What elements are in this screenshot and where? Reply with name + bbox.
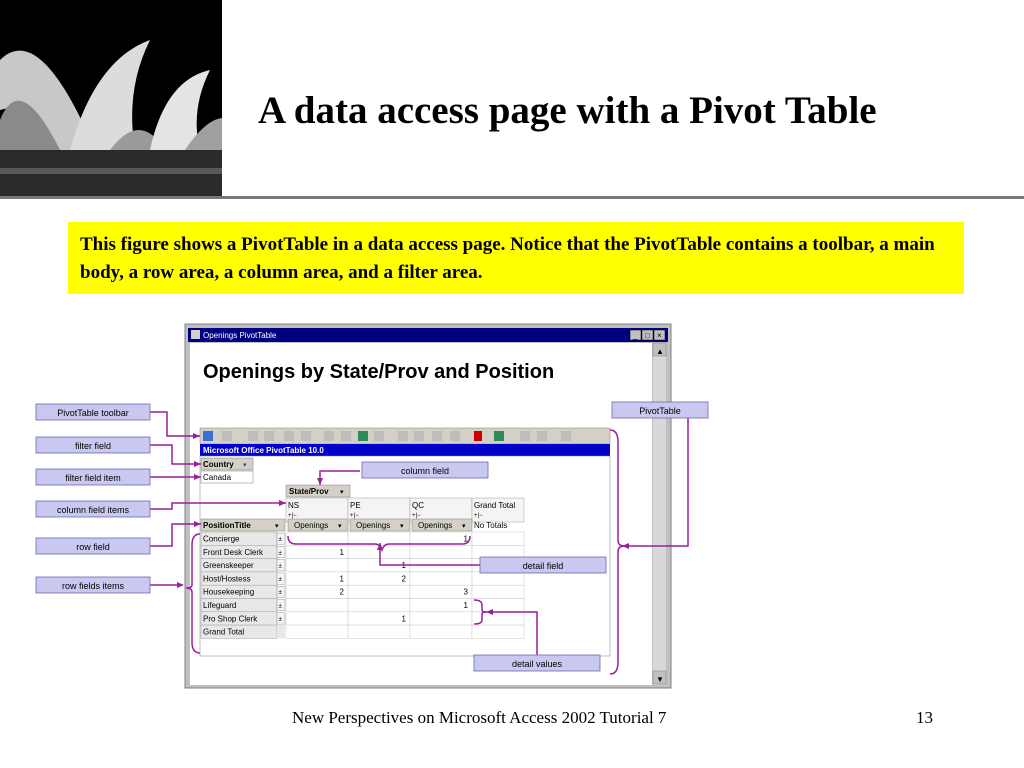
data-cell[interactable]: [286, 625, 348, 638]
data-cell[interactable]: [348, 585, 410, 598]
column-label: Grand Total: [474, 501, 516, 510]
show-as-icon[interactable]: [374, 431, 384, 441]
page-heading: Openings by State/Prov and Position: [203, 361, 555, 383]
column-label: NS: [288, 501, 300, 510]
data-cell[interactable]: [286, 599, 348, 612]
expand-collapse-icon[interactable]: +|−: [350, 513, 359, 519]
callout-text: row field: [76, 542, 110, 552]
detail-value: 1: [339, 547, 344, 557]
row-item-label: Lifeguard: [203, 601, 237, 610]
show-details-icon[interactable]: [450, 431, 460, 441]
filter-field-label: Country: [203, 460, 234, 469]
scroll-down-icon: ▼: [656, 675, 664, 684]
row-item-label: Concierge: [203, 534, 240, 544]
data-cell[interactable]: [410, 572, 472, 585]
expand-collapse-icon[interactable]: +|−: [412, 513, 421, 519]
expand-collapse-icon: ±: [278, 537, 282, 543]
callout-text: PivotTable toolbar: [57, 408, 129, 418]
properties-icon[interactable]: [537, 431, 547, 441]
detail-value: 1: [339, 574, 344, 584]
expand-collapse-icon: ±: [278, 563, 282, 570]
row-field-label: PositionTitle: [203, 521, 251, 530]
export-icon[interactable]: [494, 431, 504, 441]
data-cell[interactable]: [472, 585, 524, 598]
callout-text: filter field item: [65, 473, 121, 483]
detail-value: 1: [463, 601, 468, 610]
data-cell[interactable]: [410, 545, 472, 558]
callout-text: column field items: [56, 505, 130, 515]
detail-value: 1: [401, 614, 406, 624]
expand-collapse-icon: ±: [278, 603, 282, 610]
column-label: PE: [350, 501, 361, 510]
expand-collapse-icon: ±: [278, 616, 282, 623]
filter-item-label: Canada: [203, 473, 232, 482]
detail-dropdown-icon: ▾: [400, 523, 404, 530]
column-field-label: State/Prov: [289, 487, 329, 496]
close-icon: ×: [657, 331, 662, 340]
column-label: QC: [412, 501, 424, 510]
subtotal-icon[interactable]: [341, 431, 351, 441]
toolbar-logo-icon[interactable]: [203, 431, 213, 441]
row-item-label: Host/Hostess: [203, 574, 251, 584]
slide-title: A data access page with a Pivot Table: [258, 89, 877, 132]
hide-details-icon[interactable]: [432, 431, 442, 441]
column-headers: [286, 498, 524, 522]
detail-dropdown-icon: ▾: [462, 523, 466, 530]
minimize-icon: _: [633, 331, 638, 340]
data-cell[interactable]: [286, 612, 348, 625]
row-item-label: Front Desk Clerk: [203, 547, 264, 557]
data-cell[interactable]: [286, 559, 348, 572]
detail-value: 3: [463, 587, 468, 597]
autocalc-icon[interactable]: [324, 431, 334, 441]
data-cell[interactable]: [348, 599, 410, 612]
calculated-field-icon[interactable]: [358, 431, 368, 441]
expand-collapse-icon[interactable]: +|−: [288, 513, 297, 519]
callout-text: column field: [400, 466, 450, 476]
detail-value: 2: [401, 574, 406, 584]
detail-dropdown-icon: ▾: [338, 523, 342, 530]
filter-icon[interactable]: [301, 431, 311, 441]
footer-text: New Perspectives on Microsoft Access 2002 Tutorial 7: [292, 708, 667, 727]
data-cell[interactable]: [472, 625, 524, 638]
expand-collapse-icon[interactable]: +|−: [474, 513, 483, 519]
field-list-icon[interactable]: [520, 431, 530, 441]
app-icon: [191, 330, 200, 339]
callout-text: detail field: [522, 561, 564, 571]
data-cell[interactable]: [410, 625, 472, 638]
detail-field-buttons: [288, 519, 507, 531]
expand-icon[interactable]: [414, 431, 424, 441]
row-item-label: Pro Shop Clerk: [203, 614, 258, 624]
data-cell[interactable]: [472, 532, 524, 545]
callout-text: row fields items: [61, 581, 125, 591]
page-number: 13: [916, 708, 933, 727]
copy-icon[interactable]: [222, 431, 232, 441]
pivot-caption: Microsoft Office PivotTable 10.0: [203, 446, 324, 455]
data-cell[interactable]: [472, 572, 524, 585]
callout-text: detail values: [511, 659, 563, 669]
sort-desc-icon[interactable]: [264, 431, 274, 441]
detail-value: 2: [339, 587, 344, 597]
autofilter-icon[interactable]: [284, 431, 294, 441]
row-spacer: [277, 625, 285, 638]
detail-field-label: Openings: [356, 521, 391, 530]
callout-text: filter field: [74, 441, 112, 451]
maximize-icon: □: [645, 331, 650, 340]
expand-collapse-icon: ±: [278, 576, 282, 583]
arrowhead: [177, 582, 184, 588]
no-totals-label: No Totals: [474, 521, 508, 530]
callout-text: PivotTable: [639, 406, 681, 416]
detail-field-label: Openings: [418, 521, 453, 530]
vertical-scrollbar[interactable]: [653, 343, 666, 685]
column-field-dropdown-icon: ▾: [340, 489, 344, 496]
refresh-icon[interactable]: [474, 431, 482, 441]
detail-value: 1: [401, 561, 406, 571]
filter-dropdown-icon: ▾: [243, 462, 247, 469]
row-item-label: Grand Total: [203, 627, 245, 637]
expand-collapse-icon: ±: [278, 590, 282, 597]
data-cell[interactable]: [410, 612, 472, 625]
pivot-rows: [201, 532, 524, 638]
row-field-dropdown-icon: ▾: [275, 523, 279, 530]
data-cell[interactable]: [348, 625, 410, 638]
row-item-label: Housekeeping: [203, 587, 255, 597]
detail-value: 1: [463, 534, 468, 544]
help-icon[interactable]: [561, 431, 571, 441]
scroll-up-icon: ▲: [656, 347, 664, 356]
row-item-label: Greenskeeper: [203, 561, 254, 571]
sort-asc-icon[interactable]: [248, 431, 258, 441]
expand-collapse-icon: ±: [278, 550, 282, 557]
window-title: Openings PivotTable: [203, 331, 277, 340]
caption-box: This figure shows a PivotTable in a data access page. Notice that the PivotTable contains a toolbar, a main body, a row area, a column area, and a filter area.: [68, 222, 964, 294]
detail-field-label: Openings: [294, 521, 329, 530]
collapse-icon[interactable]: [398, 431, 408, 441]
